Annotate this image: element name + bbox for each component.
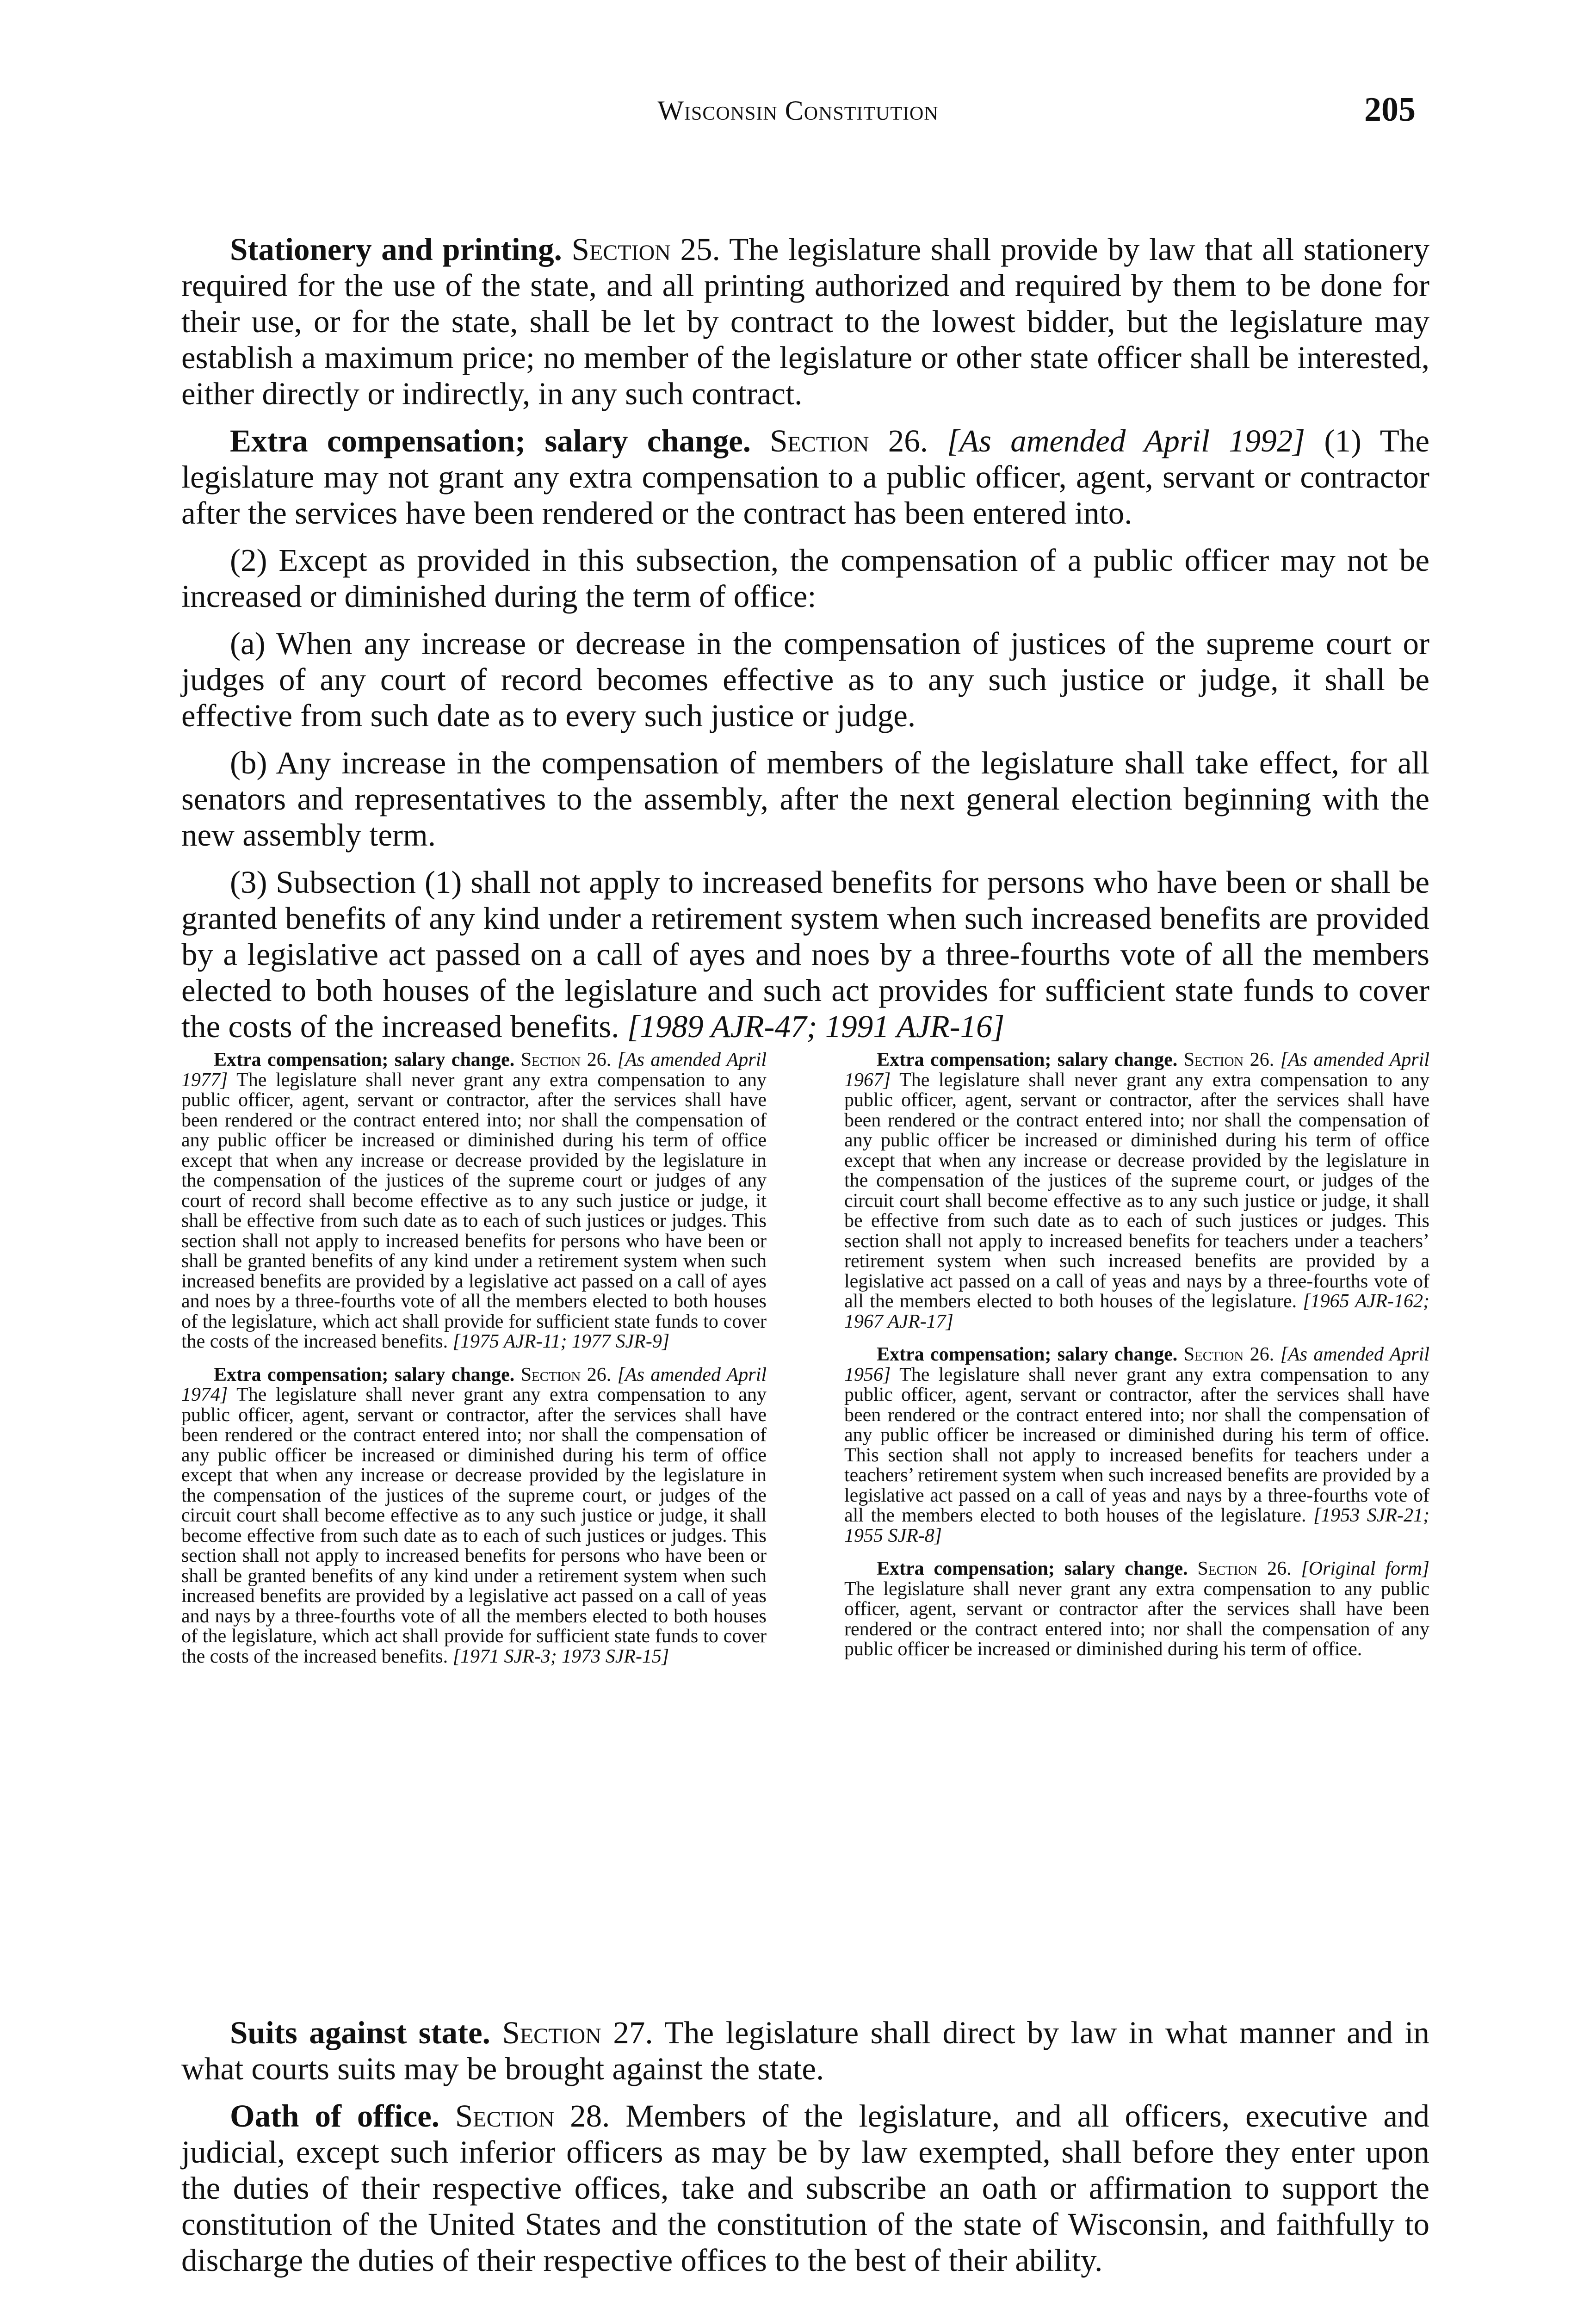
- note-1977: [181, 1050, 767, 1352]
- section-25: [181, 231, 1429, 412]
- note-1967-history: [1965 AJR-162; 1967 AJR-17]: [844, 1291, 1429, 1332]
- note-1967-text: The legislature shall never grant any extra compensation to any public officer, agent, servant or contractor, after the services shall have been rendered or the contract entered into; nor shall the compensation of any public officer be increased or diminished during his term of office except that when any increase or decrease provided by the legislature in the compensation of the justices of the supreme court, or judges of the circuit court shall become effective as to any such justice or judge, it shall be effective from such date as to each of such justices or judges. This section shall not apply to increased benefits for teachers under a teachers’ retirement system when such increased benefits are provided by a legislative act passed on a call of yeas and nays by a three-fourths vote of all the members elected to both houses of the legislature.: [844, 1069, 1429, 1312]
- running-title: Wisconsin Constitution: [657, 95, 939, 126]
- page-number: 205: [1364, 91, 1416, 129]
- note-1956-history: [1953 SJR-21; 1955 SJR-8]: [844, 1505, 1429, 1546]
- history-notes: [181, 1050, 1429, 1680]
- notes-left-column: [181, 1050, 767, 1680]
- note-original-text: The legislature shall never grant any extra compensation to any public officer, agent, servant or contractor after the services shall have been rendered or the contract entered into; nor shall the compensation of any public officer be increased or diminished during his term of office.: [844, 1578, 1429, 1660]
- note-original-amendment: [Original form]: [1301, 1558, 1430, 1579]
- section-28-text: Members of the legislature, and all officers, executive and judicial, except such inferior officers as may be by law exempted, shall before they enter upon the duties of their respective offices, take and subscribe an oath or affirmation to support the constitution of the United States and the constitution of the state of Wisconsin, and faithfully to discharge the duties of their respective offices to the best of their ability.: [181, 2098, 1429, 2278]
- section-25-text: The legislature shall provide by law that all stationery required for the use of the state, and all printing authorized and required by them to be done for their use, or for the state, shall be let by contract to the lowest bidder, but the legislature may establish a maximum price; no member of the legislature or other state officer shall be interested, either directly or indirectly, in any such contract.: [181, 232, 1430, 411]
- note-1967-heading: Extra compensation; salary change.: [877, 1049, 1178, 1070]
- section-26-p1: [181, 423, 1429, 531]
- section-28-label: Section 28.: [455, 2098, 610, 2134]
- note-1967-amendment: [As amended April 1967]: [844, 1049, 1429, 1091]
- section-27-heading: Suits against state.: [230, 2015, 490, 2050]
- section-26-p2: (2) Except as provided in this subsection, the compensation of a public officer may not be increased or diminished during the term of office:: [181, 543, 1429, 614]
- note-1974-heading: Extra compensation; salary change.: [214, 1364, 515, 1385]
- section-26-p3: [181, 864, 1429, 1045]
- section-26-label: Section 26.: [770, 423, 928, 458]
- section-26-history: [1989 AJR-47; 1991 AJR-16]: [627, 1009, 1005, 1044]
- note-1974: [181, 1365, 767, 1667]
- note-1977-label: Section 26.: [520, 1049, 612, 1070]
- note-1974-amendment: [As amended April 1974]: [181, 1364, 767, 1405]
- section-26-text-1: (1) The legislature may not grant any extra compensation to a public officer, agent, servant or contractor after the services have been rendered or the contract has been entered into.: [181, 423, 1430, 531]
- note-original-heading: Extra compensation; salary change.: [877, 1558, 1188, 1579]
- section-25-heading: Stationery and printing.: [230, 232, 562, 267]
- note-1974-history: [1971 SJR-3; 1973 SJR-15]: [452, 1645, 669, 1667]
- note-1974-label: Section 26.: [520, 1364, 612, 1385]
- note-1977-history: [1975 AJR-11; 1977 SJR-9]: [452, 1331, 670, 1352]
- note-1967-label: Section 26.: [1183, 1049, 1274, 1070]
- section-27-text: The legislature shall direct by law in what manner and in what courts suits may be brought against the state.: [181, 2015, 1430, 2086]
- note-1977-text: The legislature shall never grant any extra compensation to any public officer, agent, servant or contractor, after the services shall have been rendered or the contract entered into; nor shall the compensation of any public officer be increased or diminished during his term of office except that when any increase or decrease provided by the legislature in the compensation of the justices of the supreme court or judges of any court of record shall become effective as to any such justice or judge, it shall be effective from such date as to each of such justices or judges. This section shall not apply to increased benefits for persons who have been or shall be granted benefits of any kind under a retirement system when such increased benefits are provided by a legislative act passed on a call of ayes and noes by a three-fourths vote of all the members elected to both houses of the legislature, which act shall provide for sufficient state funds to cover the costs of the increased benefits.: [181, 1069, 767, 1352]
- section-26-text-3: (3) Subsection (1) shall not apply to increased benefits for persons who have been or shall be granted benefits of any kind under a retirement system when such increased benefits are provided by a legislative act passed on a call of ayes and noes by a three-fourths vote of all the members elected to both houses of the legislature and such act provides for sufficient state funds to cover the costs of the increased benefits.: [181, 865, 1429, 1044]
- note-1977-heading: Extra compensation; salary change.: [214, 1049, 515, 1070]
- note-1956-text: The legislature shall never grant any extra compensation to any public officer, agent, servant or contractor, after the services shall have been rendered or the contract entered into; nor shall the compensation of any public officer be increased or diminished during his term of office. This section shall not apply to increased benefits for teachers under a teachers’ retirement system when such increased benefits are provided by a legislative act passed on a call of yeas and nays by a three-fourths vote of all the members elected to both houses of the legislature.: [844, 1364, 1429, 1526]
- section-27: [181, 2015, 1429, 2087]
- note-1956-label: Section 26.: [1183, 1344, 1274, 1365]
- notes-right-column: [844, 1050, 1429, 1680]
- section-25-label: Section 25.: [571, 232, 720, 267]
- section-28-heading: Oath of office.: [230, 2098, 439, 2134]
- section-26-pa: (a) When any increase or decrease in the compensation of justices of the supreme court or judges of any court of record becomes effective as to any such justice or judge, it shall be effective from such date as to every such justice or judge.: [181, 626, 1429, 733]
- note-original-label: Section 26.: [1197, 1558, 1292, 1579]
- section-26-heading: Extra compensation; salary change.: [230, 423, 751, 458]
- note-1974-text: The legislature shall never grant any extra compensation to any public officer, agent, servant or contractor, after the services shall have been rendered or the contract entered into; nor shall the compensation of any public officer be increased or diminished during his term of office except that when any increase or decrease provided by the legislature in the compensation of the justices of the supreme court, or judges of the circuit court shall become effective as to any such justice or judge, it shall become effective from such date as to each of such justices or judges. This section shall not apply to increased benefits for persons who have been or shall be granted benefits of any kind under a retirement system when such increased benefits are provided by a legislative act passed on a call of yeas and nays by a three-fourths vote of all the members elected to both houses of the legislature, which act shall provide for sufficient state funds to cover the costs of the increased benefits.: [181, 1384, 767, 1667]
- main-text-bottom: [181, 2015, 1429, 2289]
- note-1967: [844, 1050, 1429, 1332]
- section-28: [181, 2098, 1429, 2278]
- note-original: [844, 1559, 1429, 1660]
- main-text-top: [181, 231, 1429, 1056]
- note-1977-amendment: [As amended April 1977]: [181, 1049, 767, 1091]
- note-1956-heading: Extra compensation; salary change.: [877, 1344, 1178, 1365]
- section-26-pb: (b) Any increase in the compensation of members of the legislature shall take effect, for all senators and representatives to the assembly, after the next general election beginning with the new assembly term.: [181, 745, 1429, 853]
- section-26-amendment: [As amended April 1992]: [947, 423, 1305, 458]
- note-1956-amendment: [As amended April 1956]: [844, 1344, 1429, 1385]
- section-27-label: Section 27.: [502, 2015, 653, 2050]
- note-1956: [844, 1345, 1429, 1546]
